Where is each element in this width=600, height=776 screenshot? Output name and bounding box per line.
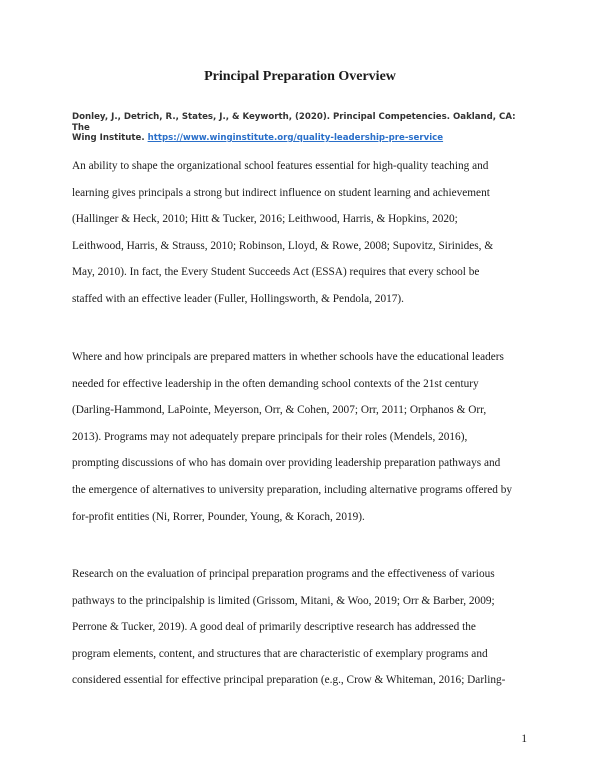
page-number: 1 (521, 733, 527, 745)
paragraph-line: Research on the evaluation of principal preparation programs and the effectiveness of various (72, 568, 495, 580)
paragraph-line: (Hallinger & Heck, 2010; Hitt & Tucker, 2016; Leithwood, Harris, & Hopkins, 2020; (72, 213, 458, 226)
paragraph-line: program elements, content, and structures that are characteristic of exemplary programs and (72, 647, 488, 660)
paragraph-3 (72, 561, 532, 694)
citation-text-line2: Wing Institute. (72, 133, 145, 143)
paragraph-line: the emergence of alternatives to university preparation, including alternative programs offered by (72, 483, 512, 496)
paragraph-line: Where and how principals are prepared matters in whether schools have the educational leaders (72, 351, 504, 363)
paragraph-line: considered essential for effective principal preparation (e.g., Crow & Whiteman, 2016; Darling- (72, 674, 506, 687)
paragraph-2 (72, 344, 532, 530)
paragraph-line: May, 2010). In fact, the Every Student Succeeds Act (ESSA) requires that every school be (72, 266, 480, 279)
paragraph-line: (Darling-Hammond, LaPointe, Meyerson, Orr, & Cohen, 2007; Orr, 2011; Orphanos & Orr, (72, 404, 487, 417)
citation-link[interactable]: https://www.winginstitute.org/quality-leadership-pre-service (147, 133, 444, 143)
paragraph-line: staffed with an effective leader (Fuller, Hollingsworth, & Pendola, 2017). (72, 292, 404, 305)
paragraph-line: prompting discussions of who has domain over providing leadership preparation pathways and (72, 457, 501, 470)
paragraph-line: for-profit entities (Ni, Rorrer, Pounder, Young, & Korach, 2019). (72, 510, 365, 523)
citation-text-line1: Donley, J., Detrich, R., States, J., & Keyworth, (2020). Principal Competencies. Oakland, CA: The (72, 112, 516, 133)
page-title: Principal Preparation Overview (204, 69, 396, 84)
paragraph-line: pathways to the principalship is limited (Grissom, Mitani, & Woo, 2019; Orr & Barber, 2009; (72, 594, 495, 607)
paragraph-line: Leithwood, Harris, & Strauss, 2010; Robinson, Lloyd, & Rowe, 2008; Supovitz, Sirinides, & (72, 239, 494, 252)
paragraph-line: learning gives principals a strong but indirect influence on student learning and achievement (72, 186, 490, 199)
paragraph-line: needed for effective leadership in the often demanding school contexts of the 21st century (72, 377, 479, 390)
paragraph-line: An ability to shape the organizational school features essential for high-quality teaching and (72, 160, 489, 172)
paragraph-line: Perrone & Tucker, 2019). A good deal of primarily descriptive research has addressed the (72, 621, 476, 634)
paragraph-1 (72, 153, 532, 313)
citation (72, 112, 532, 144)
paragraph-line: 2013). Programs may not adequately prepare principals for their roles (Mendels, 2016), (72, 430, 468, 443)
